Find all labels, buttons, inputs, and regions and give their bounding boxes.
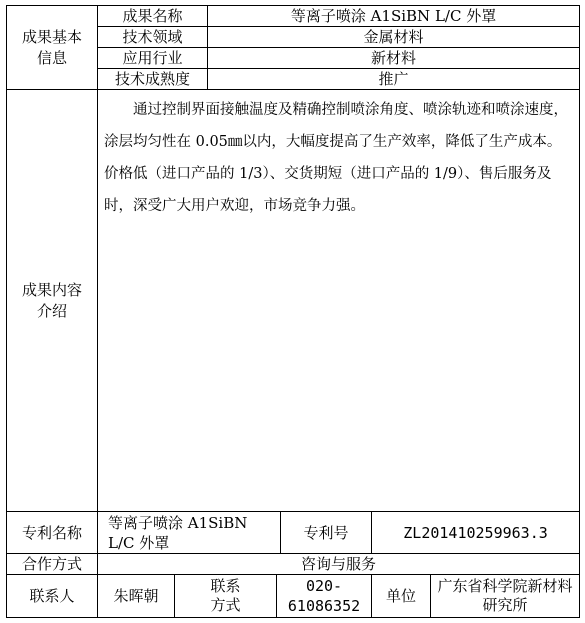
achievement-info-table: [6, 5, 580, 618]
content-description: 通过控制界面接触温度及精确控制喷涂角度、喷涂轨迹和喷涂速度，涂层均匀性在 0.05㎜以内，大幅度提高了生产效率，降低了生产成本。价格低（进口产品的 1/3）、交货期短（进口产品的 1/9）、售后服务及时，深受广大用户欢迎，市场竞争力强。: [98, 90, 580, 512]
tech-field-value: 金属材料: [208, 27, 580, 48]
maturity-value: 推广: [208, 69, 580, 90]
cooperation-label: 合作方式: [7, 553, 98, 574]
contact-person-value: 朱晖朝: [98, 574, 175, 617]
basic-info-section-label: 成果基本 信息: [7, 6, 98, 90]
industry-value: 新材料: [208, 48, 580, 69]
contact-method-label: 联系 方式: [175, 574, 277, 617]
contact-person-label: 联系人: [7, 574, 98, 617]
patent-name-value: 等离子喷涂 A1SiBN L/C 外罩: [98, 512, 281, 553]
contact-phone-value: 020-61086352: [277, 574, 372, 617]
achievement-name-value: 等离子喷涂 A1SiBN L/C 外罩: [208, 6, 580, 27]
patent-name-label: 专利名称: [7, 512, 98, 553]
unit-label: 单位: [372, 574, 431, 617]
patent-number-value: ZL201410259963.3: [372, 512, 580, 553]
patent-number-label: 专利号: [281, 512, 372, 553]
achievement-name-label: 成果名称: [98, 6, 208, 27]
cooperation-value: 咨询与服务: [98, 553, 580, 574]
maturity-label: 技术成熟度: [98, 69, 208, 90]
content-section-label: 成果内容 介绍: [7, 90, 98, 512]
tech-field-label: 技术领域: [98, 27, 208, 48]
unit-value: 广东省科学院新材料研究所: [431, 574, 580, 617]
industry-label: 应用行业: [98, 48, 208, 69]
